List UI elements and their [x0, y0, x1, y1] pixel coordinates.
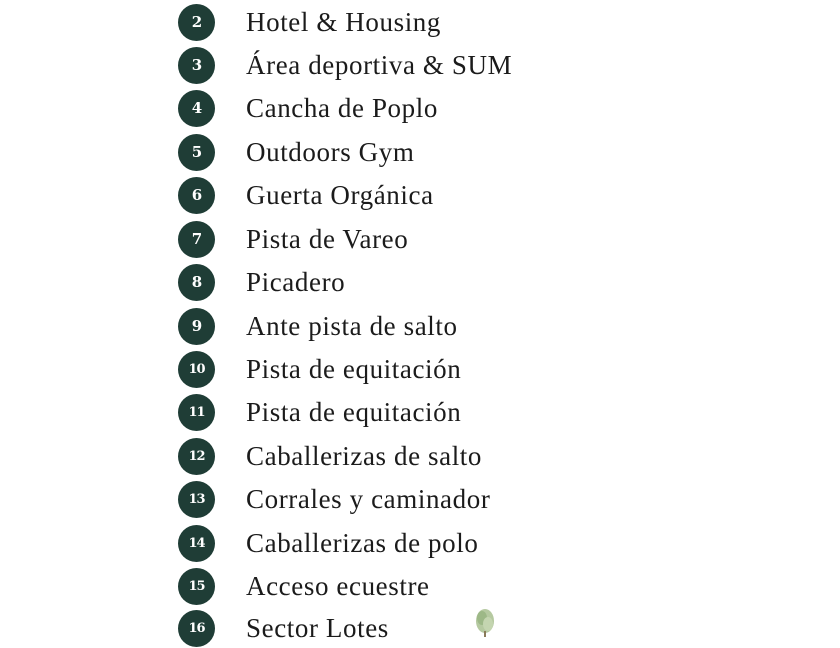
number-badge: 11: [178, 394, 215, 431]
item-label: Picadero: [246, 266, 346, 297]
number-badge: 14: [178, 525, 215, 562]
list-item: [178, 436, 482, 476]
item-label: Pista de Vareo: [246, 223, 409, 254]
number-badge: 15: [178, 568, 215, 605]
number-badge: 7: [178, 221, 215, 258]
number-badge: 6: [178, 177, 215, 214]
number-badge: 5: [178, 134, 215, 171]
list-item: [178, 88, 438, 128]
list-item: [178, 306, 458, 346]
list-item: [178, 392, 461, 432]
item-label: Caballerizas de salto: [246, 440, 483, 471]
number-badge: 16: [178, 610, 215, 647]
number-badge: 10: [178, 351, 215, 388]
item-label: Guerta Orgánica: [246, 179, 434, 210]
list-item: [178, 523, 478, 563]
item-label: Hotel & Housing: [246, 6, 441, 37]
number-badge: 3: [178, 47, 215, 84]
number-badge: 4: [178, 90, 215, 127]
item-label: Sector Lotes: [246, 612, 389, 643]
number-badge: 9: [178, 308, 215, 345]
tree-icon: [470, 607, 500, 637]
list-item: [178, 175, 434, 215]
list-item: [178, 608, 389, 648]
item-label: Corrales y caminador: [246, 483, 491, 514]
item-label: Pista de equitación: [246, 353, 462, 384]
number-badge: 13: [178, 481, 215, 518]
list-item: [178, 262, 345, 302]
item-label: Ante pista de salto: [246, 310, 458, 341]
item-label: Área deportiva & SUM: [246, 49, 513, 80]
list-item: [178, 132, 414, 172]
list-item: [178, 45, 512, 85]
item-label: Acceso ecuestre: [246, 570, 430, 601]
item-label: Pista de equitación: [246, 396, 462, 427]
list-item: [178, 219, 408, 259]
list-item: [178, 479, 490, 519]
number-badge: 8: [178, 264, 215, 301]
number-badge: 12: [178, 438, 215, 475]
item-label: Outdoors Gym: [246, 136, 415, 167]
list-item: [178, 2, 441, 42]
item-label: Cancha de Poplo: [246, 92, 438, 123]
item-label: Caballerizas de polo: [246, 527, 479, 558]
list-item: [178, 566, 430, 606]
list-item: [178, 349, 461, 389]
number-badge: 2: [178, 4, 215, 41]
